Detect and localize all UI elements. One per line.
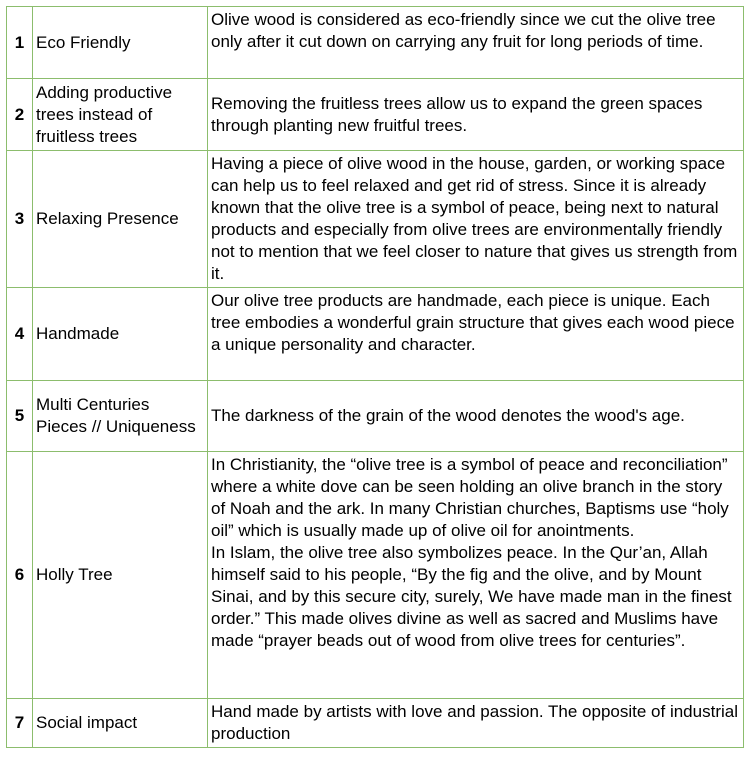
row-title: Adding productive trees instead of fruitless trees [33,79,208,151]
row-number: 7 [7,699,33,748]
row-number: 4 [7,288,33,381]
row-title: Social impact [33,699,208,748]
row-number: 6 [7,452,33,699]
row-number: 1 [7,7,33,79]
row-description: Our olive tree products are handmade, each piece is unique. Each tree embodies a wonderful grain structure that gives each wood piece a unique personality and character. [208,288,744,381]
table-row [7,452,744,699]
table-row [7,381,744,452]
row-number: 2 [7,79,33,151]
row-title: Multi Centuries Pieces // Uniqueness [33,381,208,452]
row-title: Relaxing Presence [33,151,208,288]
row-description: Having a piece of olive wood in the house, garden, or working space can help us to feel relaxed and get rid of stress. Since it is already known that the olive tree is a symbol of peace, being next to natural products and especially from olive trees are environmentally friendly not to mention that we feel closer to nature that gives us strength from it. [208,151,744,288]
table-row [7,288,744,381]
table-row [7,7,744,79]
row-title: Handmade [33,288,208,381]
row-title: Eco Friendly [33,7,208,79]
row-description: Hand made by artists with love and passion. The opposite of industrial production [208,699,744,748]
row-description [208,452,744,699]
table-row [7,79,744,151]
description-paragraph: In Christianity, the “olive tree is a symbol of peace and reconciliation” where a white dove can be seen holding an olive branch in the story of Noah and the ark. In many Christian churches, Baptisms use “holy oil” which is usually made up of olive oil for anointments. [211,455,729,540]
table-row [7,699,744,748]
description-paragraph: In Islam, the olive tree also symbolizes peace. In the Qur’an, Allah himself said to his people, “By the fig and the olive, and by Mount Sinai, and by this secure city, surely, We have made man in the finest order.” This made olives divine as well as sacred and Muslims have made “prayer beads out of wood from olive trees for centuries”. [211,543,732,650]
row-description: The darkness of the grain of the wood denotes the wood's age. [208,381,744,452]
row-description: Removing the fruitless trees allow us to expand the green spaces through planting new fruitful trees. [208,79,744,151]
benefits-table [6,6,744,748]
row-title: Holly Tree [33,452,208,699]
row-number: 5 [7,381,33,452]
row-description: Olive wood is considered as eco-friendly since we cut the olive tree only after it cut down on carrying any fruit for long periods of time. [208,7,744,79]
table-row [7,151,744,288]
row-number: 3 [7,151,33,288]
